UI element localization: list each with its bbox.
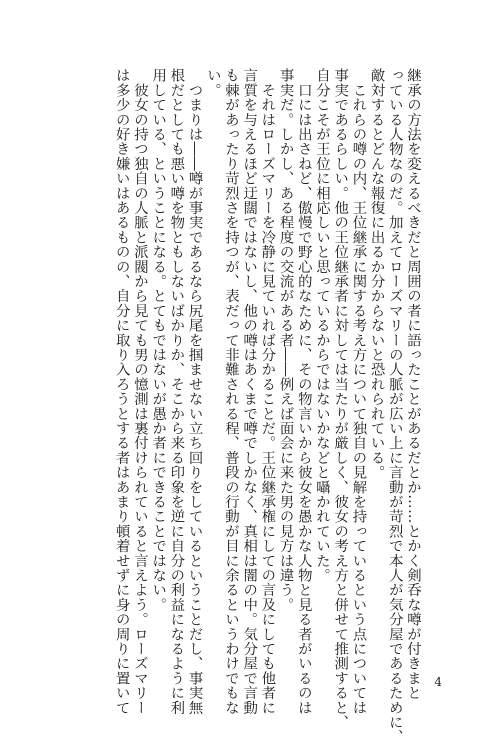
text-line: 継承の方法を変えるべきだと周囲の者に語ったことがあるだとか……とかく剣呑な噂が付きまと: [405, 68, 421, 701]
text-line: も棘があったり苛烈さを持つが、表だって非難される程、普段の行動が目に余るというわけでもな: [222, 68, 239, 715]
text-line: 自分こそが王位に相応しいと思っているからではないかなどと囁かれていた。: [313, 68, 330, 583]
text-line: 用している、ということになる。とてもではないが愚か者にできることではない。: [150, 68, 167, 612]
text-line: い。: [204, 68, 221, 98]
text-line: は多少の好き嫌いはあるものの、自分に取り入ろうとする者はあまり頓着せずに身の周りに置いて: [113, 68, 130, 715]
text-line: っている人物なのだ。加えてローズマリーの人脈が広い上に言動が苛烈で本人が気分屋であるために、: [386, 68, 403, 744]
text-line: 彼女の持つ独自の人脈と派閥から見ても男の憶測は裏付けられていると言えよう。ローズマリー: [131, 68, 148, 715]
text-line: つまりは――噂が事実であるなら尻尾を掴ませない立ち回りをしているということだし、事実無: [186, 68, 203, 715]
body-text: [113, 68, 422, 744]
text-line: 言質を与えるほど迂闊ではないし、他の噂はあくまで噂でしかなく、真相は闇の中。気分屋で言動: [241, 68, 258, 715]
text-line: これらの噂の内、王位継承に関する考え方について独自の見解を持っているという点については: [350, 68, 367, 715]
text-line: 根だとしても悪い噂を物ともしないばかりか、そこから来る印象を逆に自分の利益になるように利: [168, 68, 185, 715]
text-line: 敵対するとどんな報復に出るか分からないと恐れられている。: [368, 68, 385, 480]
text-line: 口には出さねど、傲慢で野心的なために、その物言いから彼女を愚かな人物と見る者がいるのは: [295, 68, 312, 715]
text-line: 事実だ。しかし、ある程度の交流がある者――例えば面会に来た男の見方は違う。: [277, 68, 294, 612]
text-line: それはローズマリーを冷静に見ていれば分かることだ。王位継承権にしての言及にしても他者に: [259, 68, 276, 715]
page-number: 4: [434, 675, 442, 689]
text-line: 事実であるらしい。他の王位継承者に対しては当たりが厳しく、彼女の考え方と併せて推測すると、: [332, 68, 349, 730]
